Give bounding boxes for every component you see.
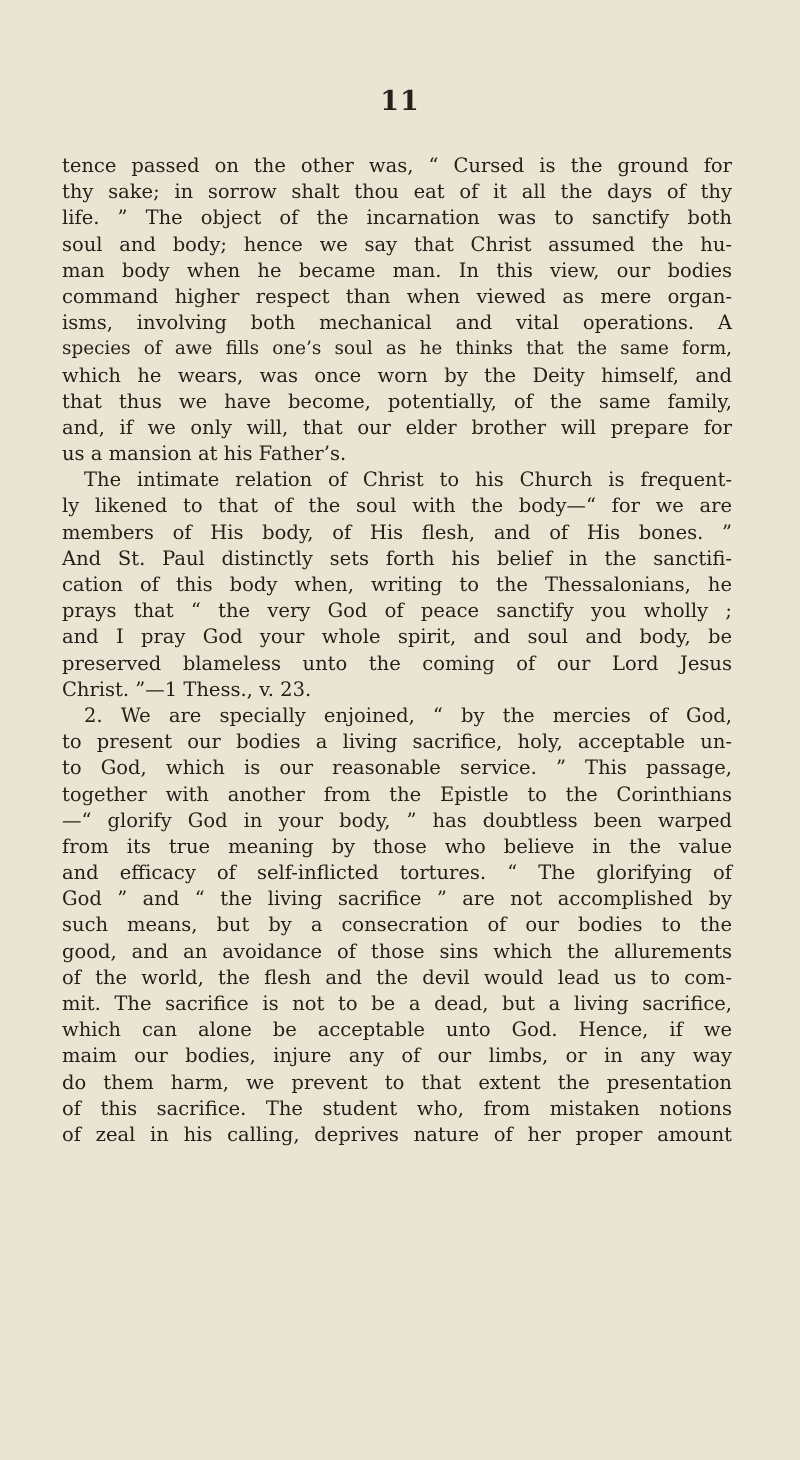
text-line: such means, but by a consecration of our bodies to the [62, 913, 732, 937]
text-line: to God, which is our reasonable service. ” This passage, [62, 756, 732, 780]
text-line: ly likened to that of the soul with the body—“ for we are [62, 494, 732, 518]
text-line: God ” and “ the living sacrifice ” are not accomplished by [62, 887, 732, 911]
text-line: thy sake; in sorrow shalt thou eat of it all the days of thy [62, 180, 732, 204]
text-line: cation of this body when, writing to the Thessalonians, he [62, 573, 732, 596]
paragraph-start-line: The intimate relation of Christ to his Church is frequent- [84, 468, 732, 492]
text-line: members of His body, of His flesh, and of His bones. ” [62, 520, 732, 544]
text-line: which can alone be acceptable unto God. Hence, if we [62, 1018, 732, 1042]
text-line: mit. The sacrifice is not to be a dead, but a living sacrifice, [62, 992, 732, 1015]
text-line: tence passed on the other was, “ Cursed is the ground for [62, 154, 732, 177]
text-line: us a mansion at his Father’s. [62, 442, 347, 466]
text-line: of the world, the flesh and the devil would lead us to com- [62, 965, 732, 989]
text-line: species of awe fills one’s soul as he thinks that the same form, [62, 338, 732, 360]
text-line: And St. Paul distinctly sets forth his belief in the sanctifi- [62, 546, 732, 570]
text-line: and I pray God your whole spirit, and soul and body, be [62, 625, 732, 649]
body-text [62, 153, 732, 1148]
text-line: and efficacy of self-inflicted tortures. “ The glorifying of [62, 861, 732, 885]
text-line: of zeal in his calling, deprives nature of her proper amount [62, 1122, 732, 1146]
text-line: command higher respect than when viewed as mere organ- [62, 284, 732, 308]
text-line: prays that “ the very God of peace sanctify you wholly ; [62, 599, 732, 623]
text-line: together with another from the Epistle to the Corinthians [62, 782, 732, 806]
text-line: that thus we have become, potentially, of the same family, [62, 389, 732, 413]
paragraph-start-line: 2. We are specially enjoined, “ by the mercies of God, [84, 703, 732, 727]
text-line: of this sacrifice. The student who, from mistaken notions [62, 1096, 732, 1120]
text-line: isms, involving both mechanical and vital operations. A [62, 311, 732, 335]
text-line: preserved blameless unto the coming of our Lord Jesus [62, 651, 732, 675]
text-line: do them harm, we prevent to that extent the presentation [62, 1070, 732, 1094]
text-line: from its true meaning by those who believe in the value [62, 834, 732, 858]
text-line: good, and an avoidance of those sins which the allurements [62, 939, 732, 963]
text-line: and, if we only will, that our elder brother will prepare for [62, 415, 732, 439]
text-line: man body when he became man. In this view, our bodies [62, 258, 732, 282]
text-line: —“ glorify God in your body, ” has doubtless been warped [62, 808, 732, 832]
text-line: which he wears, was once worn by the Deity himself, and [62, 363, 732, 387]
text-line: soul and body; hence we say that Christ assumed the hu- [62, 232, 732, 256]
page-number: 11 [380, 86, 420, 117]
text-line: maim our bodies, injure any of our limbs, or in any way [62, 1044, 732, 1068]
text-line: life. ” The object of the incarnation was to sanctify both [62, 206, 732, 230]
text-line: Christ. ”—1 Thess., v. 23. [62, 677, 312, 701]
text-line: to present our bodies a living sacrifice, holy, acceptable un- [62, 730, 732, 754]
